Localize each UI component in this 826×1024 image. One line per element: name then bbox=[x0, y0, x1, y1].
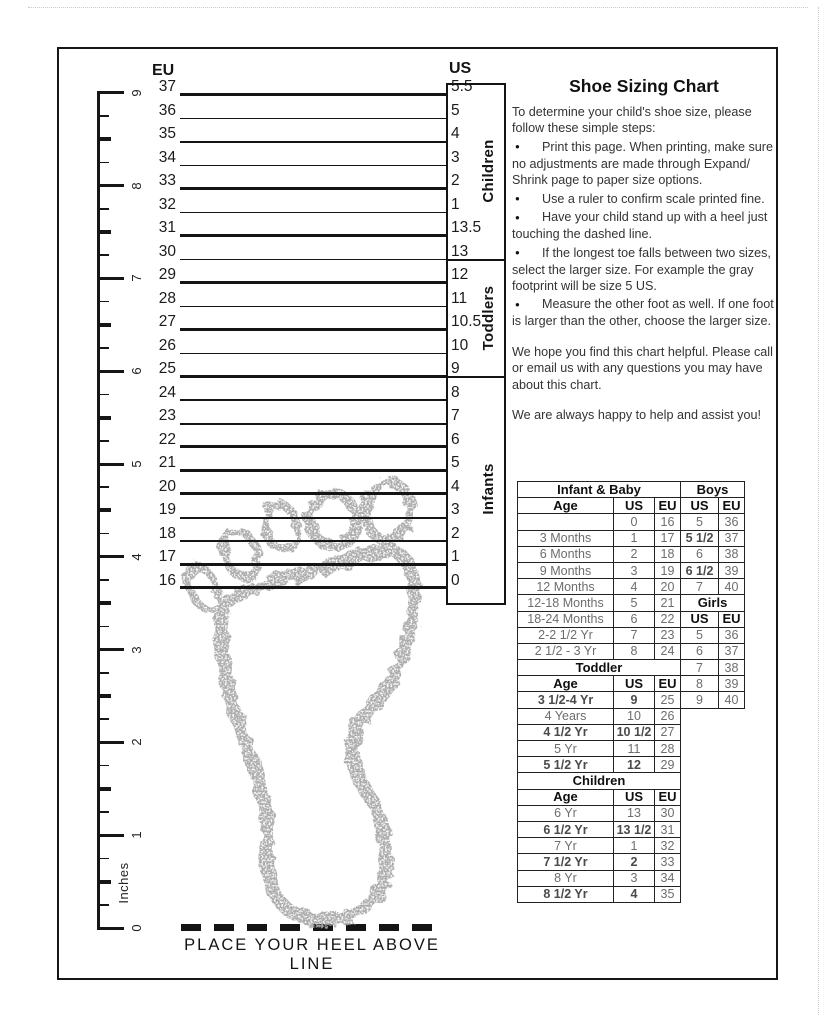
ruler-tick bbox=[97, 601, 111, 605]
table-cell: 6 bbox=[614, 611, 655, 627]
us-size-label: 2 bbox=[451, 172, 460, 189]
table-section-header-row bbox=[518, 482, 681, 498]
table-section-header-row bbox=[681, 482, 745, 498]
size-line-eu-23 bbox=[180, 423, 446, 425]
ruler-tick bbox=[97, 254, 109, 256]
eu-size-label: 16 bbox=[158, 571, 176, 589]
size-line-eu-22 bbox=[180, 445, 446, 448]
us-size-label: 5 bbox=[451, 454, 460, 471]
ruler-tick bbox=[97, 787, 111, 791]
table-row bbox=[518, 805, 681, 821]
eu-size-label: 21 bbox=[158, 454, 176, 471]
eu-size-label: 34 bbox=[158, 148, 176, 166]
table-row bbox=[681, 660, 745, 676]
table-section-header-row bbox=[518, 660, 681, 676]
size-line-eu-37 bbox=[180, 93, 446, 96]
table-cell: 34 bbox=[655, 870, 681, 886]
table-cell: 6 1/2 Yr bbox=[518, 821, 614, 837]
ruler-tick bbox=[97, 508, 111, 512]
table-cell: 36 bbox=[719, 627, 745, 643]
ruler-tick bbox=[97, 579, 109, 581]
ruler-inch-label: 9 bbox=[128, 89, 144, 97]
table-cell: 27 bbox=[655, 724, 681, 740]
table-cell: 40 bbox=[719, 692, 745, 708]
size-line-eu-36 bbox=[180, 118, 446, 120]
table-cell: 7 1/2 Yr bbox=[518, 854, 614, 870]
table-cell: 5 1/2 bbox=[681, 530, 719, 546]
us-size-label: 5 bbox=[451, 101, 460, 119]
table-row bbox=[518, 741, 681, 757]
ruler-tick bbox=[97, 394, 109, 396]
us-size-label: 3 bbox=[451, 148, 460, 166]
ruler-major-tick bbox=[97, 91, 124, 94]
us-size-label: 0 bbox=[451, 571, 460, 589]
table-cell: 39 bbox=[719, 562, 745, 578]
bullet-icon: ● bbox=[515, 299, 520, 309]
table-row bbox=[518, 562, 681, 578]
us-size-label: 10.5 bbox=[451, 313, 482, 330]
category-label-infants: Infants bbox=[479, 463, 497, 515]
table-cell: 32 bbox=[655, 838, 681, 854]
table-cell: 3 Months bbox=[518, 530, 614, 546]
table-cell: 5 bbox=[681, 514, 719, 530]
table-cell: 5 bbox=[681, 627, 719, 643]
table-cell: 22 bbox=[655, 611, 681, 627]
table-row bbox=[518, 870, 681, 886]
table-row bbox=[681, 530, 745, 546]
table-cell: 6 bbox=[681, 643, 719, 659]
us-size-label: 13 bbox=[451, 242, 469, 260]
table-cell: 6 bbox=[681, 546, 719, 562]
ruler-tick bbox=[97, 533, 109, 535]
table-cell: 8 Yr bbox=[518, 870, 614, 886]
instruction-bullet-item: ● Have your child stand up with a heel just touching the dashed line. bbox=[512, 210, 768, 242]
eu-size-label: 36 bbox=[158, 101, 176, 119]
table-cell: 1 bbox=[614, 838, 655, 854]
ruler-tick bbox=[97, 626, 109, 628]
size-line-eu-16 bbox=[180, 586, 446, 589]
table-cell: 2 bbox=[614, 854, 655, 870]
us-size-label: 3 bbox=[451, 501, 460, 518]
table-column-header: EU bbox=[719, 611, 745, 627]
size-line-eu-35 bbox=[180, 141, 446, 143]
table-cell: 4 bbox=[614, 886, 655, 902]
eu-size-label: 37 bbox=[158, 78, 176, 95]
table-column-header: US bbox=[614, 498, 655, 514]
table-column-header-row bbox=[518, 789, 681, 805]
ruler-inch-label: 8 bbox=[128, 181, 144, 190]
table-cell: 37 bbox=[719, 530, 745, 546]
table-cell: 26 bbox=[655, 708, 681, 724]
table-cell: 13 1/2 bbox=[614, 821, 655, 837]
us-size-label: 8 bbox=[451, 383, 460, 401]
table-cell: 36 bbox=[719, 514, 745, 530]
table-cell: 11 bbox=[614, 741, 655, 757]
ruler-tick bbox=[97, 811, 109, 813]
us-size-label: 1 bbox=[451, 548, 460, 565]
ruler-tick bbox=[97, 162, 109, 164]
ruler-tick bbox=[97, 230, 111, 234]
us-size-label: 9 bbox=[451, 360, 460, 377]
eu-size-label: 26 bbox=[158, 336, 176, 354]
size-line-eu-20 bbox=[180, 492, 446, 495]
instructions-intro: To determine your child's shoe size, please follow these simple steps: bbox=[512, 105, 752, 136]
size-line-eu-26 bbox=[180, 353, 446, 355]
size-line-eu-29 bbox=[180, 281, 446, 284]
table-cell: 7 Yr bbox=[518, 838, 614, 854]
table-row bbox=[518, 627, 681, 643]
ruler-inch-label: 7 bbox=[128, 274, 144, 283]
table-cell: 18 bbox=[655, 546, 681, 562]
table-cell: 3 bbox=[614, 870, 655, 886]
table-cell: 33 bbox=[655, 854, 681, 870]
ruler-tick bbox=[97, 694, 111, 698]
table-cell: 17 bbox=[655, 530, 681, 546]
ruler-tick bbox=[97, 672, 109, 674]
table-cell: 9 Months bbox=[518, 562, 614, 578]
table-cell: 3 1/2-4 Yr bbox=[518, 692, 614, 708]
table-row bbox=[518, 530, 681, 546]
big-toe bbox=[363, 480, 413, 542]
table-column-header: EU bbox=[719, 498, 745, 514]
table-cell: 37 bbox=[719, 643, 745, 659]
table-column-header: Age bbox=[518, 789, 614, 805]
table-section-header-row bbox=[518, 773, 681, 789]
table-cell: 7 bbox=[681, 660, 719, 676]
table-column-header: US bbox=[614, 789, 655, 805]
table-cell: 30 bbox=[655, 805, 681, 821]
table-row bbox=[518, 838, 681, 854]
table-cell: 6 1/2 bbox=[681, 562, 719, 578]
table-cell: 12-18 Months bbox=[518, 595, 614, 611]
category-label-toddlers: Toddlers bbox=[479, 285, 497, 351]
ruler-major-tick bbox=[97, 555, 124, 558]
table-cell: 6 Months bbox=[518, 546, 614, 562]
table-cell bbox=[518, 514, 614, 530]
bullet-icon: ● bbox=[515, 212, 520, 222]
instruction-bullet-item: ● Measure the other foot as well. If one foot is larger than the other, choose the larger size. bbox=[512, 297, 774, 329]
scan-artifact-right bbox=[818, 7, 819, 1015]
category-label-children: Children bbox=[479, 139, 497, 203]
size-line-eu-27 bbox=[180, 328, 446, 331]
table-cell: 7 bbox=[614, 627, 655, 643]
table-row bbox=[518, 886, 681, 902]
eu-size-label: 29 bbox=[158, 266, 176, 283]
table-row bbox=[681, 579, 745, 595]
table-cell: 2-2 1/2 Yr bbox=[518, 627, 614, 643]
us-size-label: 4 bbox=[451, 477, 460, 495]
table-cell: 18-24 Months bbox=[518, 611, 614, 627]
bullet-icon: ● bbox=[515, 194, 520, 204]
ruler-tick bbox=[97, 765, 109, 767]
ruler-major-tick bbox=[97, 834, 124, 837]
ruler-tick bbox=[97, 137, 111, 141]
table-cell: 10 1/2 bbox=[614, 724, 655, 740]
ruler-major-tick bbox=[97, 184, 124, 187]
boys-girls-size-table bbox=[680, 481, 745, 709]
us-size-label: 12 bbox=[451, 266, 469, 283]
table-cell: 31 bbox=[655, 821, 681, 837]
instruction-bullet-item: ● Use a ruler to confirm scale printed fine. bbox=[512, 191, 776, 208]
table-cell: 5 1/2 Yr bbox=[518, 757, 614, 773]
table-cell: 12 Months bbox=[518, 579, 614, 595]
ruler-major-tick bbox=[97, 463, 124, 466]
foot-outline bbox=[221, 551, 414, 919]
eu-size-label: 27 bbox=[158, 313, 176, 330]
table-row bbox=[681, 676, 745, 692]
size-line-eu-28 bbox=[180, 306, 446, 308]
us-size-label: 11 bbox=[451, 289, 468, 307]
table-cell: 4 bbox=[614, 579, 655, 595]
table-column-header: Age bbox=[518, 498, 614, 514]
eu-size-label: 20 bbox=[158, 477, 176, 495]
size-line-eu-18 bbox=[180, 540, 446, 542]
ruler-tick bbox=[97, 904, 109, 906]
table-cell: 35 bbox=[655, 886, 681, 902]
instructions-closing: We hope you find this chart helpful. Please call or email us with any questions you may have about this chart. bbox=[512, 344, 773, 392]
table-cell: 38 bbox=[719, 660, 745, 676]
ruler-tick bbox=[97, 208, 109, 210]
eu-size-label: 28 bbox=[158, 289, 176, 307]
table-cell: 21 bbox=[655, 595, 681, 611]
table-cell: 16 bbox=[655, 514, 681, 530]
table-cell: 8 bbox=[681, 676, 719, 692]
table-column-header: Age bbox=[518, 676, 614, 692]
table-section-header-row bbox=[681, 595, 745, 611]
us-size-label: 13.5 bbox=[451, 219, 482, 236]
ruler-inch-label: 2 bbox=[128, 738, 144, 747]
size-line-eu-25 bbox=[180, 375, 446, 378]
eu-size-label: 18 bbox=[158, 524, 176, 542]
table-cell: 25 bbox=[655, 692, 681, 708]
scan-artifact-top bbox=[28, 7, 808, 8]
us-size-label: 10 bbox=[451, 336, 469, 354]
table-cell: 20 bbox=[655, 579, 681, 595]
table-row bbox=[681, 692, 745, 708]
table-cell: 39 bbox=[719, 676, 745, 692]
fourth-toe bbox=[218, 526, 263, 582]
size-line-eu-30 bbox=[180, 259, 446, 261]
ruler-inch-label: 0 bbox=[128, 924, 144, 932]
table-column-header: EU bbox=[655, 498, 681, 514]
table-cell: 19 bbox=[655, 562, 681, 578]
table-row bbox=[518, 692, 681, 708]
table-cell: 10 bbox=[614, 708, 655, 724]
table-cell: 23 bbox=[655, 627, 681, 643]
table-column-header: EU bbox=[655, 789, 681, 805]
table-cell: 40 bbox=[719, 579, 745, 595]
table-cell: 5 Yr bbox=[518, 741, 614, 757]
table-section-header: Toddler bbox=[518, 660, 681, 676]
table-row bbox=[518, 854, 681, 870]
table-row bbox=[518, 821, 681, 837]
table-cell: 28 bbox=[655, 741, 681, 757]
us-size-label: 7 bbox=[451, 407, 460, 424]
table-cell: 5 bbox=[614, 595, 655, 611]
table-row bbox=[681, 627, 745, 643]
ruler-major-tick bbox=[97, 741, 124, 744]
bullet-icon: ● bbox=[515, 142, 520, 152]
table-row bbox=[518, 724, 681, 740]
eu-size-label: 23 bbox=[158, 407, 176, 424]
table-row bbox=[518, 579, 681, 595]
us-size-label: 5.5 bbox=[451, 78, 473, 95]
ruler-major-tick bbox=[97, 370, 124, 373]
table-cell: 9 bbox=[614, 692, 655, 708]
table-column-header-row bbox=[681, 611, 745, 627]
table-section-header: Children bbox=[518, 773, 681, 789]
eu-column-header: EU bbox=[152, 62, 175, 79]
eu-size-label: 31 bbox=[158, 219, 176, 236]
table-section-header: Infant & Baby bbox=[518, 482, 681, 498]
instructions-closing: We are always happy to help and assist you! bbox=[512, 408, 761, 422]
third-toe bbox=[261, 503, 300, 552]
table-row bbox=[681, 546, 745, 562]
ruler-tick bbox=[97, 440, 109, 442]
table-cell: 0 bbox=[614, 514, 655, 530]
table-column-header-row bbox=[518, 676, 681, 692]
table-row bbox=[518, 514, 681, 530]
table-cell: 24 bbox=[655, 643, 681, 659]
ruler-inch-label: 1 bbox=[128, 831, 144, 839]
ruler-major-tick bbox=[97, 277, 124, 280]
table-row bbox=[518, 546, 681, 562]
table-row bbox=[518, 611, 681, 627]
table-column-header: US bbox=[614, 676, 655, 692]
instruction-bullet-item: ● If the longest toe falls between two sizes, select the larger size. For example the gray footprint will be size 5 US. bbox=[512, 245, 771, 294]
ruler-tick bbox=[97, 347, 109, 349]
size-line-eu-21 bbox=[180, 469, 446, 472]
us-size-label: 2 bbox=[451, 524, 460, 542]
page-title: Shoe Sizing Chart bbox=[569, 76, 719, 96]
table-cell: 8 1/2 Yr bbox=[518, 886, 614, 902]
size-line-eu-24 bbox=[180, 399, 446, 401]
table-cell: 1 bbox=[614, 530, 655, 546]
ruler-tick bbox=[97, 880, 111, 884]
size-line-eu-19 bbox=[180, 517, 446, 519]
size-line-eu-17 bbox=[180, 563, 446, 566]
eu-size-label: 35 bbox=[158, 125, 176, 142]
table-column-header: EU bbox=[655, 676, 681, 692]
table-cell: 4 Years bbox=[518, 708, 614, 724]
table-section-header: Girls bbox=[681, 595, 745, 611]
eu-size-label: 25 bbox=[158, 360, 176, 377]
age-size-table bbox=[517, 481, 681, 903]
ruler-tick bbox=[97, 858, 109, 860]
table-column-header-row bbox=[681, 498, 745, 514]
table-row bbox=[681, 514, 745, 530]
ruler-major-tick bbox=[97, 927, 124, 930]
table-row bbox=[518, 595, 681, 611]
table-column-header: US bbox=[681, 611, 719, 627]
table-row bbox=[518, 757, 681, 773]
ruler-unit-label: Inches bbox=[115, 862, 131, 904]
ruler-tick bbox=[97, 301, 109, 303]
ruler-tick bbox=[97, 486, 109, 488]
ruler-inch-label: 3 bbox=[128, 645, 144, 654]
eu-size-label: 19 bbox=[158, 501, 176, 518]
table-cell: 3 bbox=[614, 562, 655, 578]
table-cell: 4 1/2 Yr bbox=[518, 724, 614, 740]
size-line-eu-33 bbox=[180, 187, 446, 190]
instruction-bullet-item: ● Print this page. When printing, make sure no adjustments are made through Expand/ Shrink page to paper size options. bbox=[512, 139, 773, 188]
ruler-tick bbox=[97, 323, 111, 327]
us-size-label: 6 bbox=[451, 430, 460, 448]
table-column-header: US bbox=[681, 498, 719, 514]
us-size-label: 4 bbox=[451, 125, 460, 142]
size-line-eu-31 bbox=[180, 234, 446, 237]
ruler-tick bbox=[97, 416, 111, 420]
eu-size-label: 33 bbox=[158, 172, 176, 189]
eu-size-label: 32 bbox=[158, 195, 176, 213]
ruler-major-tick bbox=[97, 648, 124, 651]
table-column-header-row bbox=[518, 498, 681, 514]
heel-instruction-text: PLACE YOUR HEEL ABOVE LINE bbox=[184, 936, 440, 973]
table-row bbox=[518, 708, 681, 724]
table-cell: 29 bbox=[655, 757, 681, 773]
table-cell: 7 bbox=[681, 579, 719, 595]
eu-size-label: 17 bbox=[158, 548, 176, 565]
table-cell: 2 bbox=[614, 546, 655, 562]
ruler-inch-label: 6 bbox=[128, 367, 144, 375]
bullet-icon: ● bbox=[515, 248, 520, 258]
table-row bbox=[681, 562, 745, 578]
table-cell: 12 bbox=[614, 757, 655, 773]
table-cell: 38 bbox=[719, 546, 745, 562]
eu-size-label: 24 bbox=[158, 383, 176, 401]
ruler-inch-label: 4 bbox=[128, 553, 144, 561]
table-cell: 13 bbox=[614, 805, 655, 821]
instructions-text-block bbox=[512, 104, 776, 425]
table-section-header: Boys bbox=[681, 482, 745, 498]
gray-footprint-image bbox=[150, 430, 480, 950]
eu-size-label: 22 bbox=[158, 430, 176, 448]
table-cell: 2 1/2 - 3 Yr bbox=[518, 643, 614, 659]
ruler-tick bbox=[97, 115, 109, 117]
table-cell: 8 bbox=[614, 643, 655, 659]
eu-size-label: 30 bbox=[158, 242, 176, 260]
table-row bbox=[681, 643, 745, 659]
us-size-label: 1 bbox=[451, 195, 460, 213]
size-line-eu-32 bbox=[180, 212, 446, 214]
ruler-inch-label: 5 bbox=[128, 460, 144, 468]
table-cell: 6 Yr bbox=[518, 805, 614, 821]
us-column-header: US bbox=[449, 60, 472, 77]
size-line-eu-34 bbox=[180, 165, 446, 167]
table-cell: 9 bbox=[681, 692, 719, 708]
table-row bbox=[518, 643, 681, 659]
ruler-tick bbox=[97, 718, 109, 720]
